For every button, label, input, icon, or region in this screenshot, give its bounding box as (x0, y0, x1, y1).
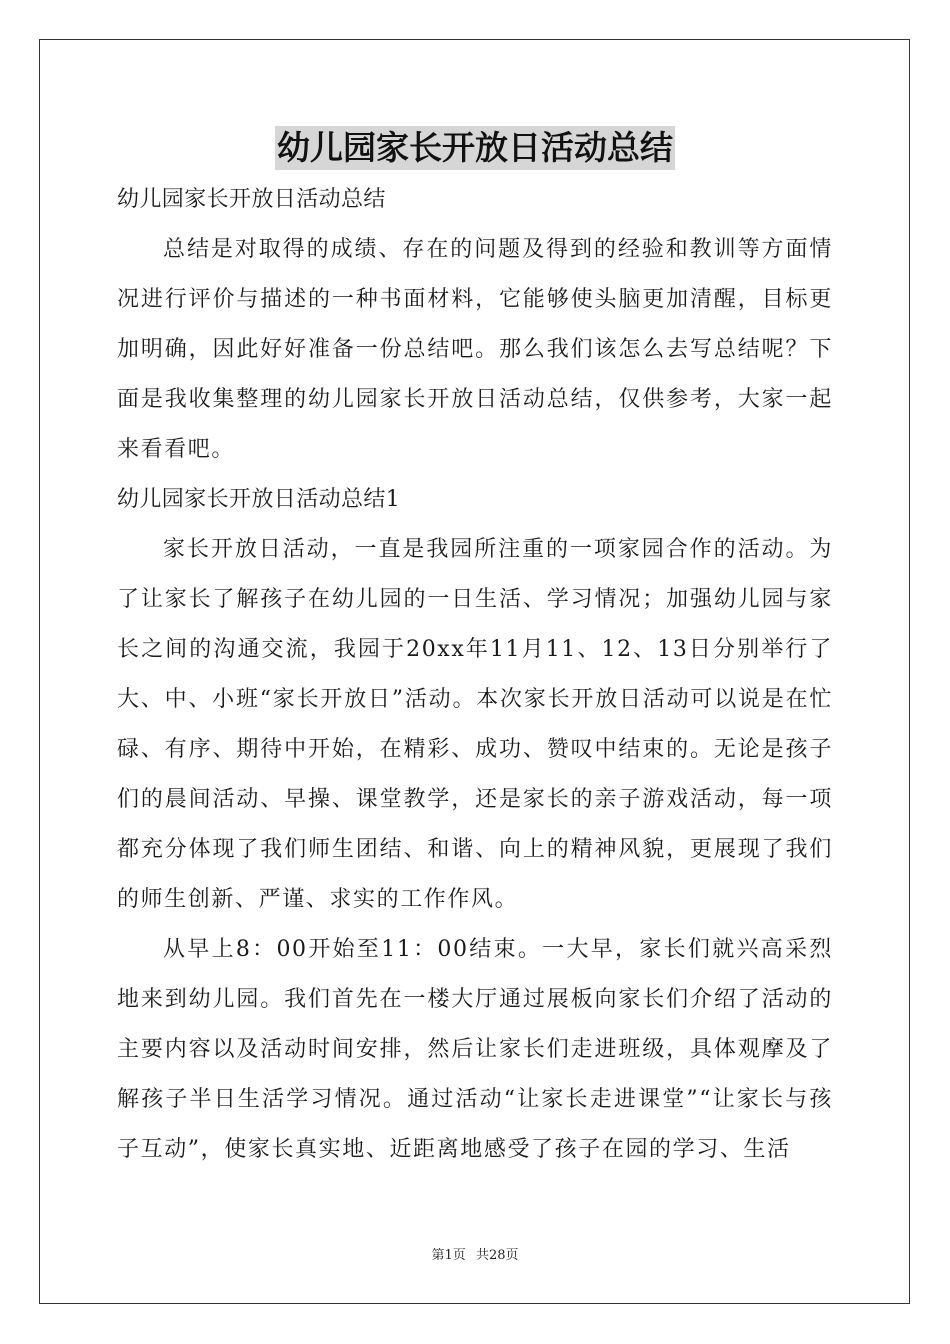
document-title-block (0, 126, 950, 176)
section-heading: 幼儿园家长开放日活动总结1 (117, 487, 401, 512)
document-body (117, 175, 833, 1175)
section-heading: 幼儿园家长开放日活动总结 (117, 187, 386, 212)
page-total: 共28页 (475, 1248, 519, 1263)
body-paragraph: 家长开放日活动，一直是我园所注重的一项家园合作的活动。为了让家长了解孩子在幼儿园的一日生活、学习情况；加强幼儿园与家长之间的沟通交流，我园于20xx年11月11、12、13日分别举行了大、中、小班“家长开放日”活动。本次家长开放日活动可以说是在忙碌、有序、期待中开始，在精彩、成功、赞叹中结束的。无论是孩子们的晨间活动、早操、课堂教学，还是家长的亲子游戏活动，每一项都充分体现了我们师生团结、和谐、向上的精神风貌，更展现了我们的师生创新、严谨、求实的工作作风。 (117, 537, 833, 912)
intro-paragraph: 总结是对取得的成绩、存在的问题及得到的经验和教训等方面情况进行评价与描述的一种书面材料，它能够使头脑更加清醒，目标更加明确，因此好好准备一份总结吧。那么我们该怎么去写总结呢？下面是我收集整理的幼儿园家长开放日活动总结，仅供参考，大家一起来看看吧。 (117, 237, 833, 462)
body-paragraph: 从早上8：00开始至11：00结束。一大早，家长们就兴高采烈地来到幼儿园。我们首先在一楼大厅通过展板向家长们介绍了活动的主要内容以及活动时间安排，然后让家长们走进班级，具体观摩及了解孩子半日生活学习情况。通过活动“让家长走进课堂”“让家长与孩子互动”，使家长真实地、近距离地感受了孩子在园的学习、生活 (117, 937, 833, 1162)
page-footer (0, 1247, 950, 1265)
document-title: 幼儿园家长开放日活动总结 (275, 126, 675, 170)
page-number: 第1页 (431, 1248, 466, 1263)
